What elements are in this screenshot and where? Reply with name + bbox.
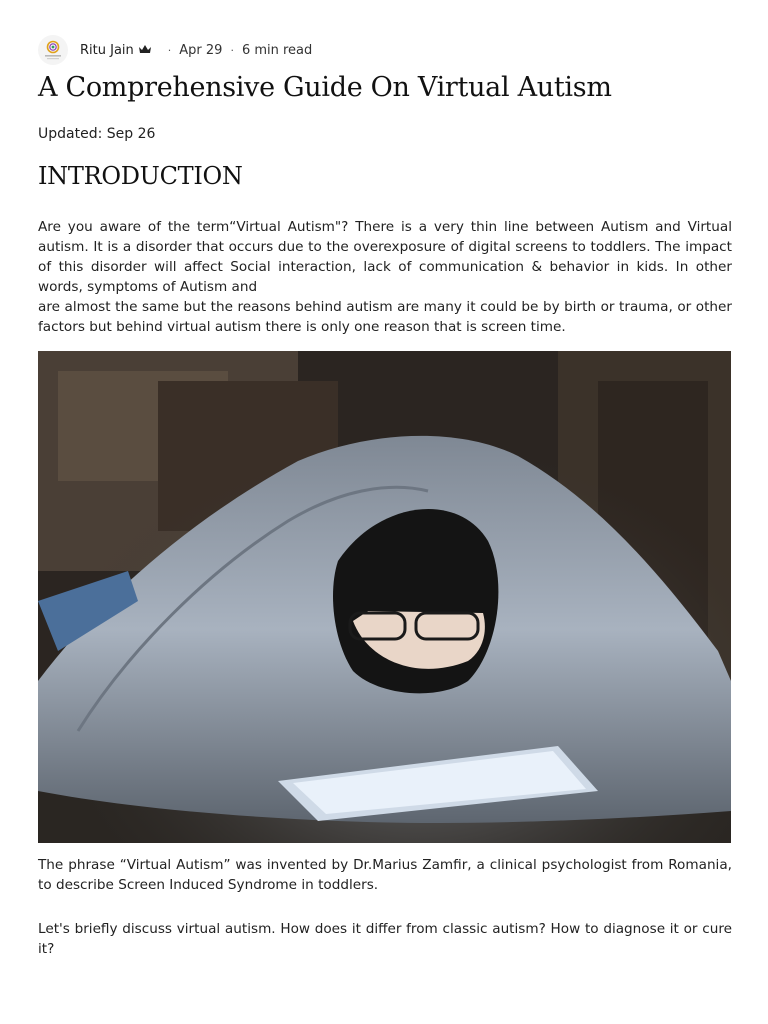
separator-dot: · <box>230 43 234 57</box>
article-title: A Comprehensive Guide On Virtual Autism <box>38 72 612 103</box>
intro-paragraph: Are you aware of the term“Virtual Autism"? There is a very thin line between Autism and Virtual autism. It is a disorder that occurs due to the overexposure of digital screens to toddlers. The impact of this disorder will affect Social interaction, lack of communication & behavior in kids. In other words, symptoms of Autism and <box>38 219 732 295</box>
crown-icon <box>138 43 152 58</box>
child-under-blanket-with-tablet-image <box>38 351 731 843</box>
updated-date: Updated: Sep 26 <box>38 126 156 142</box>
read-time: 6 min read <box>241 42 313 58</box>
post-date: Apr 29 <box>179 42 223 58</box>
body-paragraph: Let's briefly discuss virtual autism. How does it differ from classic autism? How to diagnose it or cure it? <box>38 921 732 957</box>
author-logo-icon <box>42 39 64 61</box>
hero-image <box>38 351 731 843</box>
body-paragraph: The phrase “Virtual Autism” was invented by Dr.Marius Zamfir, a clinical psychologist from Romania, to describe Screen Induced Syndrome in toddlers. <box>38 857 732 893</box>
separator-dot: · <box>167 43 172 57</box>
section-heading-introduction: INTRODUCTION <box>38 162 243 190</box>
post-meta <box>38 38 312 62</box>
author-avatar[interactable] <box>38 35 68 65</box>
author-name[interactable]: Ritu Jain <box>80 42 134 58</box>
intro-paragraph-continued: are almost the same but the reasons behind autism are many it could be by birth or trauma, or other factors but behind virtual autism there is only one reason that is screen time. <box>38 299 732 335</box>
